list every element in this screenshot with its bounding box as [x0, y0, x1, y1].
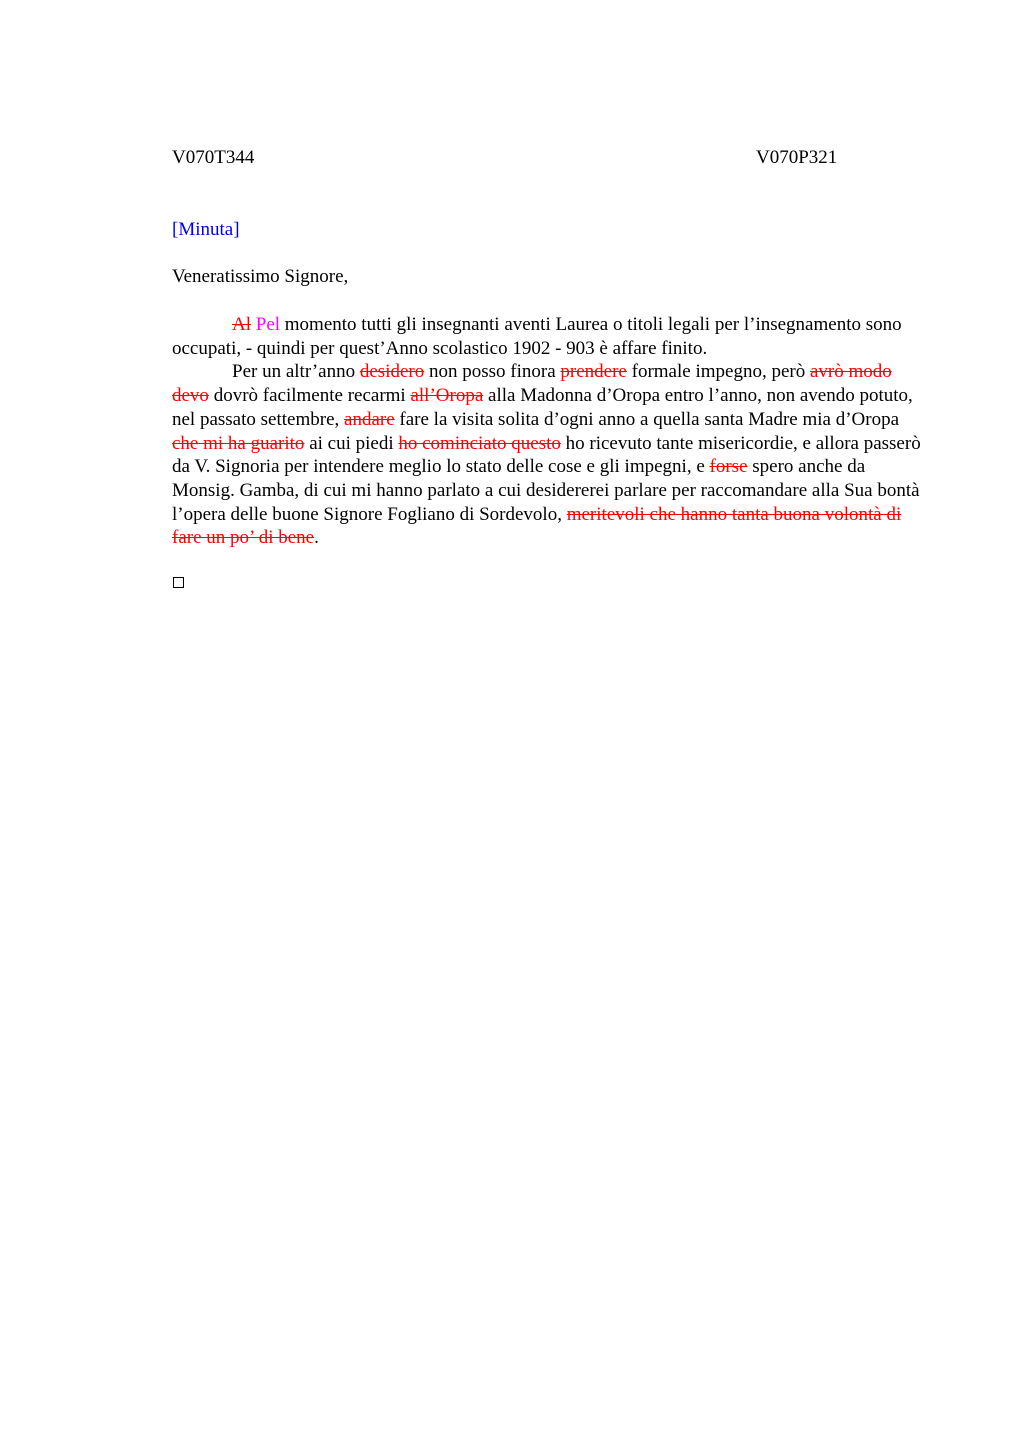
square-outline-icon [173, 577, 184, 588]
minuta-note: [Minuta] [172, 219, 240, 240]
body-text: ho ricevuto tante misericordie, e allora passerò da V. Signoria per intendere meglio lo stato delle cose e gli impegni, e [172, 432, 921, 478]
body-text: spero anche da Monsig. Gamba, di cui mi hanno parlato a cui desidererei parlare per raccomandare alla Sua bontà l’opera delle buone Signore Fogliano di Sordevolo, [172, 456, 920, 525]
body-text: alla Madonna d’Oropa entro l’anno, non avendo potuto, nel passato settembre, [172, 385, 913, 430]
paragraph-2 [172, 360, 924, 550]
body-text: Per un altr’anno [232, 361, 360, 383]
deleted-text: Al [232, 314, 251, 335]
inserted-text: Pel [255, 314, 281, 335]
deleted-text: che mi ha guarito [172, 432, 305, 454]
letter-body [172, 313, 924, 550]
deleted-text: prendere [560, 361, 627, 383]
deleted-text: desidero [359, 361, 425, 383]
body-text: non posso finora [424, 361, 561, 383]
body-text: . [314, 527, 319, 549]
deleted-text: all’Oropa [410, 385, 484, 407]
body-text: dovrò facilmente recarmi [208, 385, 411, 407]
body-text: ai cui piedi [304, 432, 399, 454]
deleted-text: meritevoli che hanno tanta buona volontà di fare un po’ di bene [172, 503, 902, 549]
deleted-text: avrò modo devo [172, 361, 892, 407]
document-code-right: V070P321 [756, 147, 838, 168]
deleted-text: andare [344, 408, 395, 430]
deleted-text: ho cominciato questo [398, 432, 561, 454]
body-text: formale impegno, però [626, 361, 810, 383]
paragraph-1 [172, 313, 924, 360]
document-code-left: V070T344 [172, 147, 255, 168]
deleted-text: forse [709, 456, 748, 478]
body-text: fare la visita solita d’ogni anno a quella santa Madre mia d’Oropa [394, 408, 900, 430]
salutation: Veneratissimo Signore, [172, 266, 349, 287]
body-text: momento tutti gli insegnanti aventi Laurea o titoli legali per l’insegnamento sono occupati, - quindi per quest’Anno scolastico 1902 - 903 è affare finito. [172, 314, 902, 359]
